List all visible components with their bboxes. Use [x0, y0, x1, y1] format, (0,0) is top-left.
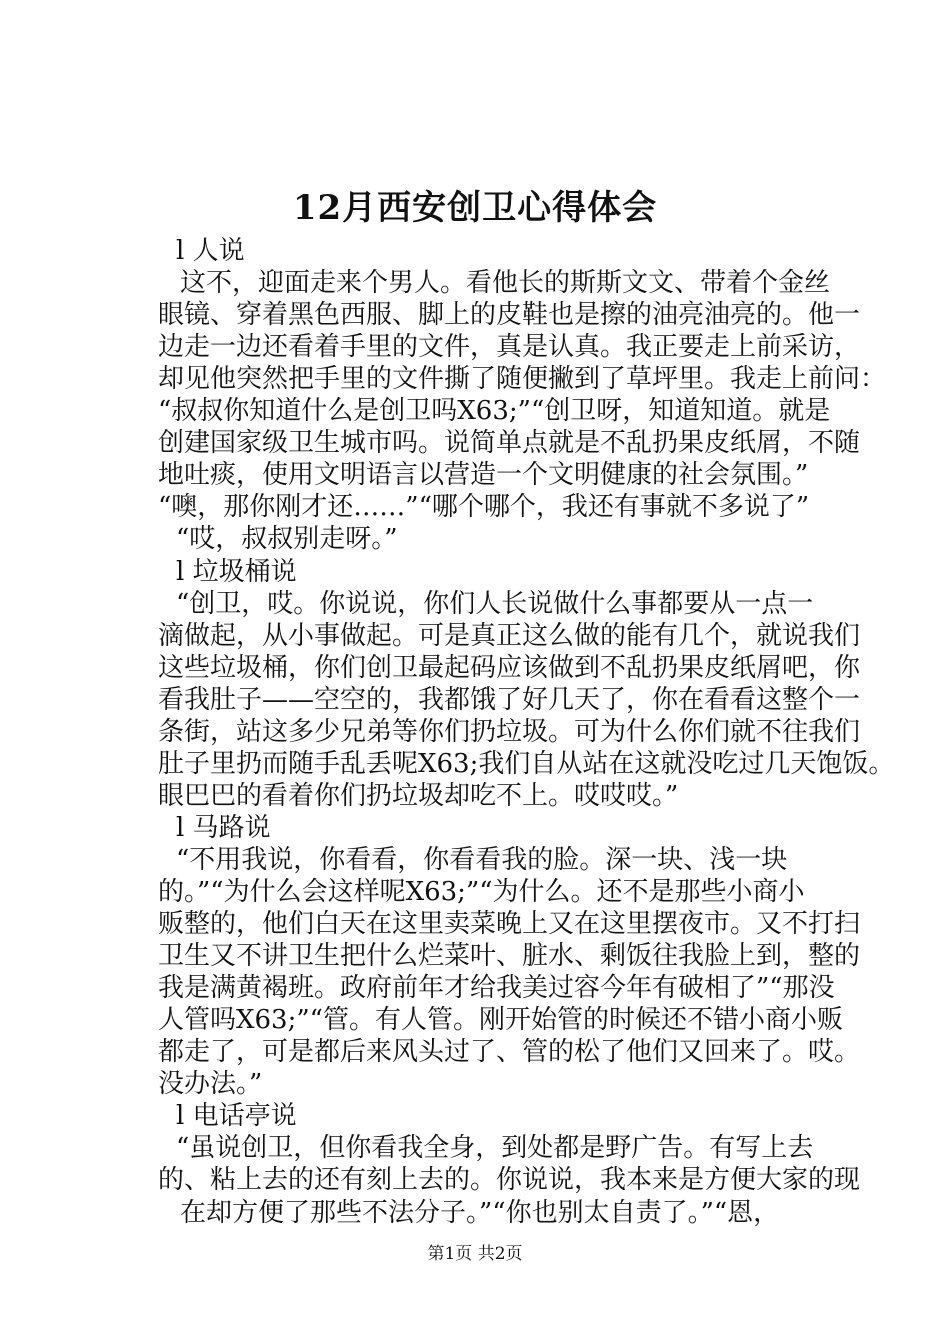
text-line: 眼巴巴的看着你们扔垃圾却吃不上。哎哎哎。”: [158, 781, 679, 811]
text-line: “噢，那你刚才还……”“哪个哪个，我还有事就不多说了”: [158, 492, 810, 522]
text-line: “叔叔你知道什么是创卫吗X63;”“创卫呀，知道知道。就是: [158, 396, 831, 426]
text-line: 滴做起，从小事做起。可是真正这么做的能有几个，就说我们: [158, 621, 861, 651]
text-line: 没办法。”: [158, 1069, 263, 1099]
document-title: 12月西安创卫心得体会: [292, 188, 658, 228]
page-footer: 第1页 共2页: [427, 1244, 523, 1264]
text-line: 却见他突然把手里的文件撕了随便撇到了草坪里。我走上前问：: [158, 364, 887, 394]
text-line: l 人说: [176, 236, 245, 266]
text-line: 肚子里扔而随手乱丢呢X63;我们自从站在这就没吃过几天饱饭。: [158, 749, 895, 779]
text-line: 人管吗X63;”“管。有人管。刚开始管的时候还不错小商小贩: [158, 1005, 843, 1035]
text-line: 的、粘上去的还有刻上去的。你说说，我本来是方便大家的现: [158, 1165, 861, 1195]
text-line: “创卫，哎。你说说，你们人长说做什么事都要从一点一: [176, 589, 814, 619]
text-line: 都走了，可是都后来风头过了、管的松了他们又回来了。哎。: [158, 1037, 861, 1067]
text-line: 眼镜、穿着黑色西服、脚上的皮鞋也是擦的油亮油亮的。他一: [158, 300, 861, 330]
text-line: 卫生又不讲卫生把什么烂菜叶、脏水、剩饭往我脸上到，整的: [158, 941, 861, 971]
text-line: “不用我说，你看看，你看看我的脸。深一块、浅一块: [176, 845, 788, 875]
text-line: 在却方便了那些不法分子。”“你也别太自责了。”“恩，: [180, 1198, 780, 1228]
text-line: “哎，叔叔别走呀。”: [176, 524, 398, 554]
text-line: 这不，迎面走来个男人。看他长的斯斯文文、带着个金丝: [180, 268, 831, 298]
text-line: l 电话亭说: [176, 1101, 297, 1131]
text-line: 这些垃圾桶，你们创卫最起码应该做到不乱扔果皮纸屑吧，你: [158, 653, 861, 683]
text-line: 创建国家级卫生城市吗。说简单点就是不乱扔果皮纸屑，不随: [158, 428, 861, 458]
text-line: l 垃圾桶说: [176, 557, 297, 587]
text-line: l 马路说: [176, 813, 271, 843]
text-line: 看我肚子——空空的，我都饿了好几天了，你在看看这整个一: [158, 685, 861, 715]
text-line: 我是满黄褐班。政府前年才给我美过容今年有破相了”“那没: [158, 973, 835, 1003]
text-line: “虽说创卫，但你看我全身，到处都是野广告。有写上去: [176, 1133, 814, 1163]
text-line: 条街，站这多少兄弟等你们扔垃圾。可为什么你们就不往我们: [158, 717, 861, 747]
text-line: 的。”“为什么会这样呢X63;”“为什么。还不是那些小商小: [158, 877, 805, 907]
text-line: 地吐痰，使用文明语言以营造一个文明健康的社会氛围。”: [158, 460, 809, 490]
text-line: 贩整的，他们白天在这里卖菜晚上又在这里摆夜市。又不打扫: [158, 909, 861, 939]
text-line: 边走一边还看着手里的文件，真是认真。我正要走上前采访，: [158, 332, 861, 362]
